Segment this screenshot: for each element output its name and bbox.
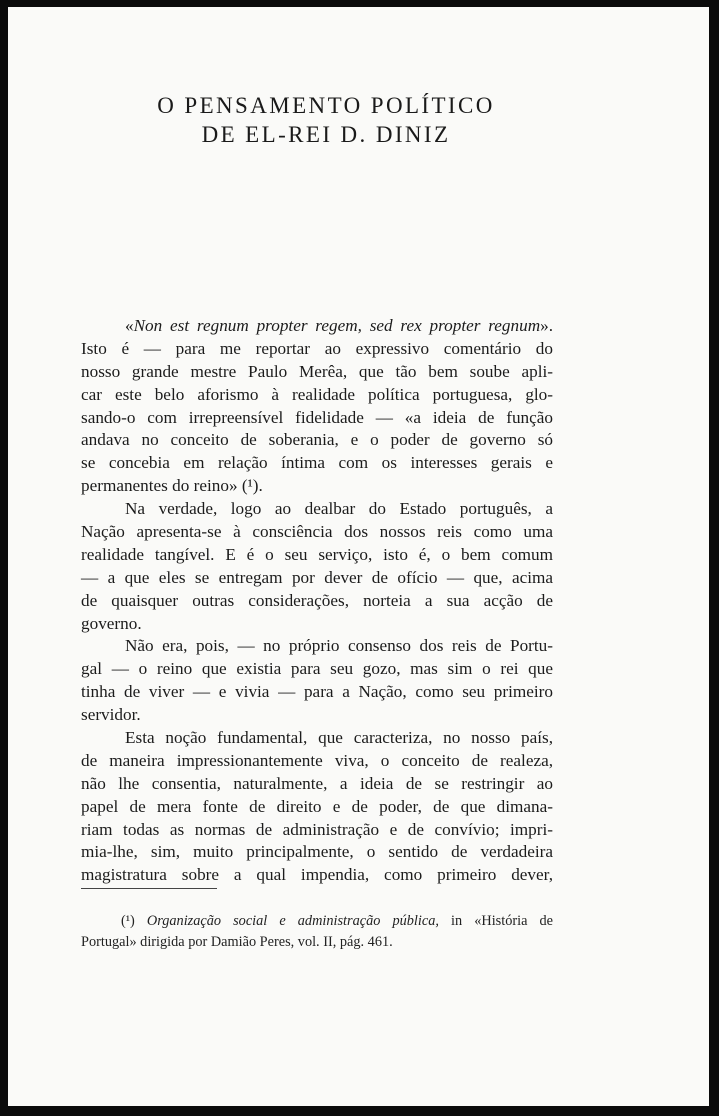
body-line: magistratura sobre a qual impendia, como primeiro dever, — [81, 865, 553, 885]
footnote-text: in «História de — [451, 913, 553, 929]
body-line: nosso grande mestre Paulo Merêa, que tão bem soube apli- — [81, 361, 553, 381]
body-line: permanentes do reino» (¹). — [81, 476, 263, 496]
body-line: papel de mera fonte de direito e de poder, de que dimana- — [81, 796, 553, 816]
latin-epigraph: Non est regnum propter regem, sed rex propter regnum — [133, 316, 541, 335]
body-line: riam todas as normas de administração e de convívio; impri- — [81, 819, 553, 839]
footnote-marker: (¹) — [121, 913, 135, 929]
title-line-1: O PENSAMENTO POLÍTICO — [157, 93, 495, 118]
body-line: car este belo aforismo à realidade política portuguesa, glo- — [81, 384, 553, 404]
body-line: Isto é — para me reportar ao expressivo comentário do — [81, 338, 553, 358]
body-line: não lhe consentia, naturalmente, a ideia de se restringir ao — [81, 773, 553, 793]
body-line: de quaisquer outras considerações, norteia a sua acção de — [81, 590, 553, 610]
body-line: sando-o com irrepreensível fidelidade — «a ideia de função — [81, 407, 553, 427]
footnote — [81, 911, 553, 953]
body-line: andava no conceito de soberania, e o poder de governo só — [81, 430, 553, 450]
footnote-separator — [81, 888, 217, 889]
body-line: tinha de viver — e vivia — para a Nação, como seu primeiro — [81, 682, 553, 702]
title-line-2: DE EL-REI D. DINIZ — [201, 122, 451, 147]
body-line: realidade tangível. E é o seu serviço, isto é, o bem comum — [81, 544, 553, 564]
footnote-line: Portugal» dirigida por Damião Peres, vol. II, pág. 461. — [81, 934, 393, 950]
body-line: de maneira impressionantemente viva, o conceito de realeza, — [81, 750, 553, 770]
body-line: se concebia em relação íntima com os interesses gerais e — [81, 453, 553, 473]
body-line: mia-lhe, sim, muito principalmente, o sentido de verdadeira — [81, 842, 553, 862]
body-line: gal — o reino que existia para seu gozo, mas sim o rei que — [81, 659, 553, 679]
document-page — [8, 7, 709, 1106]
article-body — [81, 315, 553, 887]
body-line: Não era, pois, — no próprio consenso dos reis de Portu- — [125, 636, 553, 656]
footnote-line — [81, 911, 553, 932]
body-line: «Non est regnum propter regem, sed rex propter regnum». — [125, 316, 553, 335]
body-line: Na verdade, logo ao dealbar do Estado português, a — [125, 499, 553, 519]
body-line: Esta noção fundamental, que caracteriza, no nosso país, — [125, 728, 553, 748]
footnote-work-title: Organização social e administração pública, — [146, 913, 439, 929]
article-title — [8, 91, 644, 149]
body-line: governo. — [81, 613, 142, 633]
body-line: servidor. — [81, 705, 141, 725]
body-line: — a que eles se entregam por dever de ofício — que, acima — [81, 567, 553, 587]
body-line: Nação apresenta-se à consciência dos nossos reis como uma — [81, 522, 553, 542]
